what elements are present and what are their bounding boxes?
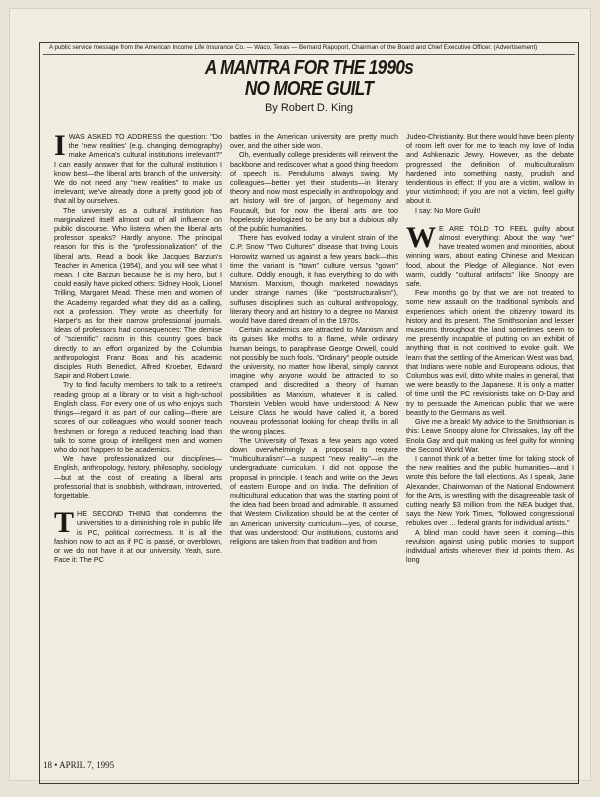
magazine-page <box>9 8 591 781</box>
paragraph-text: guilty about almost everything: About the way "we" have treated women and minorities, about winning wars, about eating Chinese and Mexican food, about the Pledge of Allegiance. Not even warm, cuddly "cultural artifacts" like Snoopy are safe. <box>406 223 574 289</box>
column-3 <box>406 132 574 564</box>
paragraph: The University of Texas a few years ago voted down overwhelmingly a proposal to require "multiculturalism"—a suspect "new reality"—in the undergraduate curriculum. I did not oppose the proposal in principle. I teach and write on the Jews of eastern Europe and on India. The definition of multicultural education that was the starting point of the idea had been broad and admirable. It assumed that Western Civilization should be at the center of an American university curriculum—yes, of course, that was understood: Our institutions, customs and religions are taken from that tradition and from <box>230 435 398 546</box>
paragraph: Give me a break! My advice to the Smithsonian is this: Leave Snoopy alone for Chrissakes, lay off the Enola Gay and quit making us feel guilty for winning the Second World War. <box>406 417 574 454</box>
drop-cap: W <box>406 220 436 254</box>
byline: By Robert D. King <box>264 102 354 114</box>
paragraph-text: the question: "Do the 'new realities' (e.g. changing demography) make America's cultural institutions irrelevant?" I can easily answer that for the cultural institution I know best—the liberal arts branch of the university: We do not need any "new realities" to make us irrelevant; we've already done a pretty good job of that all by ourselves. <box>54 132 222 206</box>
paragraph: Oh, eventually college presidents will reinvent the backbone and rediscover what a good thing freedom of speech is. Pendulums always swing. My colleagues—better yet their students—in literary theory and now most especially in anthropology and art history will tire of jargon, of hegemony and Foucault, but for now the liberal arts are too hopelessly ideologized to be any but a dubious ally of the public humanities. <box>230 150 398 234</box>
paragraph: Few months go by that we are not treated to some new assault on the traditional symbols and experiences which orient the citizenry toward its history and its present. The Smithsonian and lesser museums throughout the land sometimes seem to me presently incapable of putting on an exhibit of anything that is not contrived to evoke guilt. We learn that the settling of the American West was bad, that Indians were noble and Europeans odious, that Columbus was evil, ditto white males in general, that we were beastly to the Japanese. It is only a matter of time until the PC revisionists take on D-Day and try to persuade the American public that we were beastly to the Germans as well. <box>406 288 574 417</box>
column-1 <box>54 129 222 565</box>
paragraph-text: that condemns the universities to a diminishing role in public life is PC, political correctness. It is all the fashion now to act as if PC is passé, or overblown, or we do not have it at our university. Yeah, sure. Face it: The PC <box>54 509 222 565</box>
headline-line-2: NO MORE GUILT <box>244 78 374 100</box>
page-folio: 18 • APRIL 7, 1995 <box>43 760 115 770</box>
drop-cap: I <box>54 129 66 162</box>
paragraph <box>406 220 574 289</box>
paragraph <box>54 129 222 206</box>
headline <box>51 58 567 100</box>
paragraph: A blind man could have seen it coming—this revulsion against using public monies to support individual artists wherever their id points them. As long <box>406 527 574 565</box>
advertisement-notice: A public service message from the American Income Life Insurance Co. — Waco, Texas — Bernard Rapoport, Chairman of the Board and Chief Executive Officer. (Advertisement) <box>49 44 538 51</box>
paragraph: I cannot think of a better time for taking stock of the new realities and the public humanities—and I wrote this before the fall elections. As I speak, Jane Alexander, Chairwoman of the National Endowment for the Arts, is wrestling with the disagreeable task of cutting nearly $3 million from the NEA budget that, says the New York Times, "followed congressional rebukes over ... federal grants for individual artists." <box>406 453 574 528</box>
paragraph: There has evolved today a virulent strain of the C.P. Snow "Two Cultures" disease that Irving Louis Horowitz warned us against a few years back—this time the variant is "town" culture versus "gown" culture. Oddly enough, it has everything to do with Marxism. Marxism, though marketed nowadays under strange names (like "poststructuralism"), suffuses disciplines such as cultural anthropology, literary theory and art history to a degree no Marxist would have dared dream of in the 1970s. <box>230 233 398 326</box>
paragraph: The university as a cultural institution has marginalized itself almost out of all influence on public discourse. Who listens when the liberal arts professor speaks? Hardly anyone. The principal reason for this is the "professionalization" of the liberal arts. Read a book like Jacques Barzun's Teacher in America (1954), and you will see what I mean. I cite Barzun because he is my hero, but I could easily have picked others: Sidney Hook, Lionel Trilling, Margaret Mead. These men and women of the Academy regarded what they did as a calling, not a profession. They wrote as cheerfully for Harper's as for their narrow professional journals. Ideas of professors had consequences: The demise of "scientific" racism in this country goes back directly to an effort organized by the Columbia anthropologist Franz Boas and his academic disciples Ruth Benedict, Alfred Kroeber, Edward Sapir and Robert Lowie. <box>54 205 222 381</box>
headline-line-1: A MANTRA FOR THE 1990s <box>204 57 414 79</box>
paragraph: I say: No More Guilt! <box>415 205 481 215</box>
column-2 <box>230 132 398 546</box>
paragraph: We have professionalized our disciplines—English, anthropology, history, philosophy, sociology—but at the cost of creating a liberal arts professorial that is snobbish, withdrawn, introverted, forgettable. <box>54 454 222 500</box>
drop-cap: T <box>54 506 75 540</box>
paragraph: battles in the American university are pretty much over, and the other side won. <box>230 132 398 151</box>
paragraph <box>54 506 222 565</box>
paragraph: Try to find faculty members to talk to a retiree's reading group at a library or to visit a high-school English class. For every one of us who enjoys such things—regard it as part of our calling—there are scores of our colleagues who would sooner teach freshmen or forego a reduced teaching load than talk to some group of intelligent men and women who do not happen to be academics. <box>54 380 222 454</box>
paragraph: Certain academics are attracted to Marxism and its guises like moths to a flame, while ordinary human beings, to paraphrase George Orwell, could not possibly be such fools. "Ordinary" people outside the university, no matter how liberal, simply cannot imagine why anyone would be attracted to so cramped and discredited a theory of human possibilities as Marxism, whatever it is called. Thorstein Veblen would have understood: A New Leisure Class he would have called it, a bored nouveau professoriat looking for cheap thrills in all the wrong places. <box>230 325 398 436</box>
lead-in: HE SECOND THING <box>77 509 151 519</box>
paragraph: Judeo-Christianity. But there would have been plenty of room left over for me to teach my love of India and Ashkenazic Jewry. However, as the debate progressed the definition of multiculturalism hardened into something nasty, prudish and tendentious in effect: If you are a victim, wallow in your victimhood; if you are not a victim, feel guilty about it. <box>406 132 574 206</box>
lead-in: WAS ASKED TO ADDRESS <box>68 132 162 141</box>
divider-rule <box>43 54 575 55</box>
lead-in: E ARE TOLD TO FEEL <box>439 223 528 233</box>
